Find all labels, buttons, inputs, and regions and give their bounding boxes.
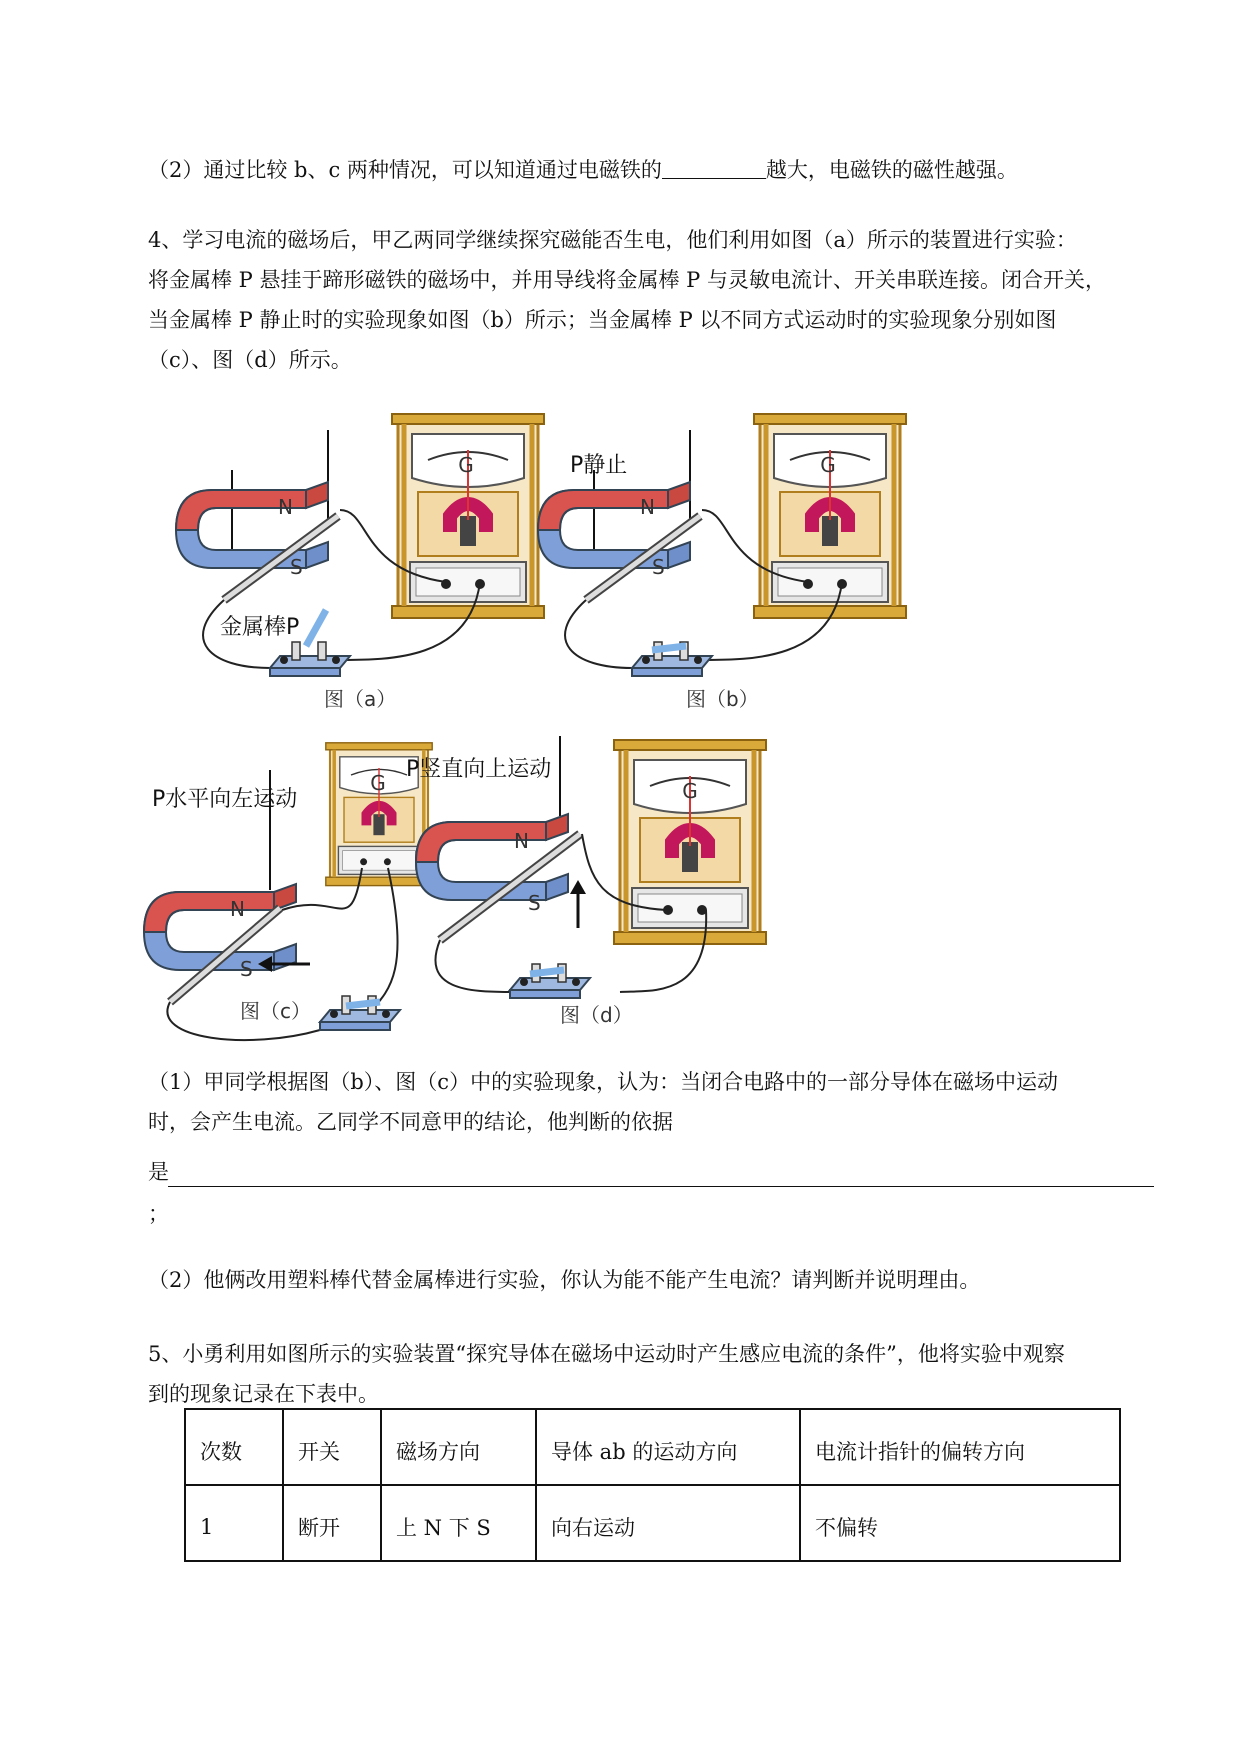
pole-s-label: S xyxy=(240,957,253,981)
pole-s-label: S xyxy=(528,891,541,915)
table-row xyxy=(185,1485,1120,1561)
q3-part2-before: （2）通过比较 b、c 两种情况，可以知道通过电磁铁的 xyxy=(148,158,662,182)
table-cell: 1 xyxy=(185,1485,283,1561)
pole-n-label: N xyxy=(278,495,293,519)
q4-part1-line-1: （1）甲同学根据图（b）、图（c）中的实验现象，认为：当闭合电路中的一部分导体在磁场中运动 xyxy=(148,1070,1059,1094)
record-table xyxy=(184,1408,1121,1562)
table-header-cell: 次数 xyxy=(185,1409,283,1485)
table-header-row xyxy=(185,1409,1120,1485)
experiment-figure xyxy=(140,410,950,1050)
figure-c-label: 图（c） xyxy=(240,999,311,1023)
q4-line-2: 将金属棒 P 悬挂于蹄形磁铁的磁场中，并用导线将金属棒 P 与灵敏电流计、开关串联连接。闭合开关， xyxy=(148,268,1106,292)
pole-s-label: S xyxy=(290,555,303,579)
q4-line-1: 4、学习电流的磁场后，甲乙两同学继续探究磁能否生电，他们利用如图（a）所示的装置进行实验： xyxy=(148,228,1077,252)
figure-d xyxy=(406,736,766,1027)
table-header-cell: 电流计指针的偏转方向 xyxy=(800,1409,1120,1485)
answer-line[interactable] xyxy=(168,1186,1154,1187)
pole-n-label: N xyxy=(640,495,655,519)
rod-label: 金属棒P xyxy=(220,615,300,640)
figure-d-note: P竖直向上运动 xyxy=(406,757,552,782)
table-cell: 上 N 下 S xyxy=(381,1485,536,1561)
q4-part2: （2）他俩改用塑料棒代替金属棒进行实验，你认为能不能产生电流？请判断并说明理由。 xyxy=(148,1268,981,1292)
table-header-cell: 磁场方向 xyxy=(381,1409,536,1485)
q4-part1-line-3: 是 xyxy=(148,1160,169,1184)
q3-part2-line xyxy=(148,152,1018,188)
table-cell: 断开 xyxy=(283,1485,381,1561)
meter-g-label: G xyxy=(820,453,836,477)
figure-d-label: 图（d） xyxy=(560,1003,633,1027)
q4-line-4: （c）、图（d）所示。 xyxy=(148,348,352,372)
answer-blank[interactable] xyxy=(662,156,766,179)
q4-part1-line-4: ； xyxy=(148,1202,169,1226)
figure-a xyxy=(176,414,544,711)
table-header-cell: 开关 xyxy=(283,1409,381,1485)
table-cell: 向右运动 xyxy=(536,1485,800,1561)
figure-a-label: 图（a） xyxy=(324,687,397,711)
meter-g-label: G xyxy=(682,779,698,803)
figure-b xyxy=(538,414,906,711)
figure-c-note: P水平向左运动 xyxy=(152,787,298,812)
q3-part2-after: 越大，电磁铁的磁性越强。 xyxy=(765,158,1018,182)
table-cell: 不偏转 xyxy=(800,1485,1120,1561)
figure-c xyxy=(144,743,432,1040)
meter-g-label: G xyxy=(370,771,386,795)
figure-b-note: P静止 xyxy=(570,453,628,478)
q5-line-2: 到的现象记录在下表中。 xyxy=(148,1382,379,1406)
table-header-cell: 导体 ab 的运动方向 xyxy=(536,1409,800,1485)
q5-line-1: 5、小勇利用如图所示的实验装置“探究导体在磁场中运动时产生感应电流的条件”，他将实验中观察 xyxy=(148,1342,1065,1366)
figure-b-label: 图（b） xyxy=(686,687,759,711)
meter-g-label: G xyxy=(458,453,474,477)
pole-n-label: N xyxy=(230,897,245,921)
pole-n-label: N xyxy=(514,829,529,853)
q4-part1-line-2: 时，会产生电流。乙同学不同意甲的结论，他判断的依据 xyxy=(148,1110,673,1134)
q4-line-3: 当金属棒 P 静止时的实验现象如图（b）所示；当金属棒 P 以不同方式运动时的实验现象分别如图 xyxy=(148,308,1057,332)
pole-s-label: S xyxy=(652,555,665,579)
